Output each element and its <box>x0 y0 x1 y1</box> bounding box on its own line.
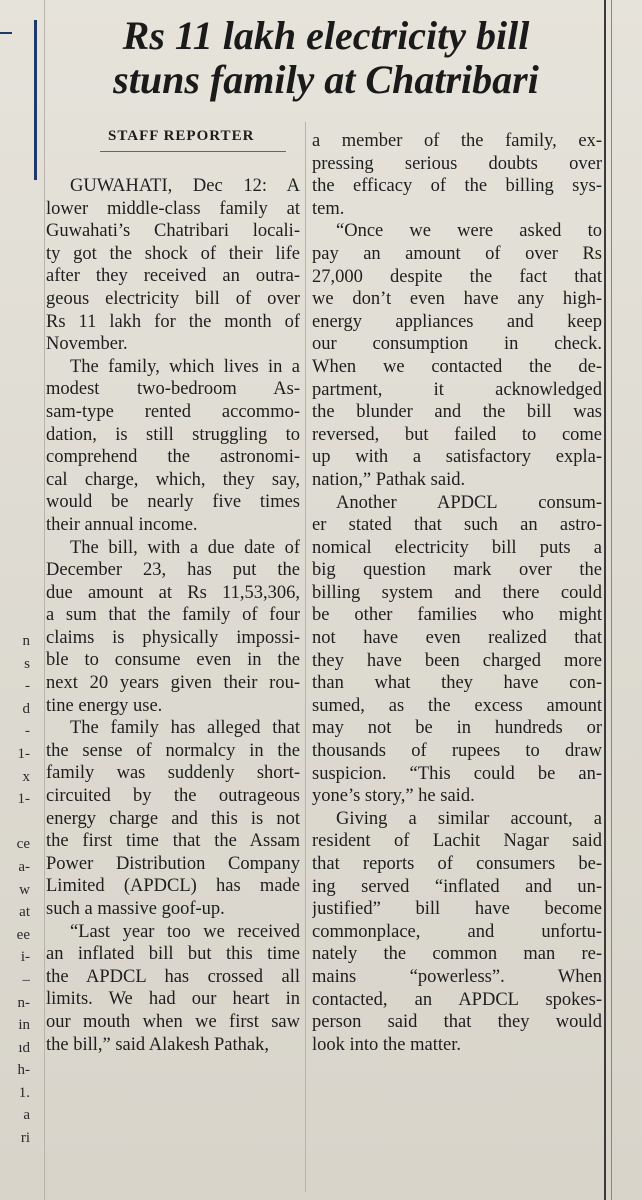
text-line: limits. We had our heart in <box>46 989 300 1010</box>
text-line: thousands of rupees to draw <box>312 741 602 762</box>
text-line: modest two-bedroom As- <box>46 379 300 400</box>
byline-underline <box>100 151 286 152</box>
article-headline <box>50 14 602 102</box>
text-line: would be nearly five times <box>46 492 300 513</box>
text-line: ing served “inflated and un- <box>312 876 602 897</box>
text-line: The bill, with a due date of <box>70 537 300 558</box>
text-line: Giving a similar account, a <box>336 808 602 829</box>
text-line: be other families who might <box>312 605 602 626</box>
text-line: that reports of consumers be- <box>312 854 602 874</box>
fragment-line: ri <box>20 1130 30 1147</box>
fragment-line: - <box>25 723 30 740</box>
text-line: “Once we were asked to <box>336 221 602 242</box>
text-line: person said that they would <box>312 1012 602 1033</box>
text-line: comprehend the astronomi- <box>46 447 300 468</box>
fragment-line: a <box>23 1107 30 1124</box>
text-line: may not be in hundreds or <box>312 718 602 739</box>
text-line: our mouth when we first saw <box>46 1011 300 1032</box>
byline: STAFF REPORTER <box>108 128 255 144</box>
fragment-line: n- <box>17 994 30 1011</box>
text-line: the first time that the Assam <box>46 831 300 852</box>
text-line: December 23, has put the <box>46 560 300 581</box>
text-line: the blunder and the bill was <box>312 402 602 423</box>
text-line: tem. <box>312 198 345 219</box>
text-line: mains “powerless”. When <box>312 966 602 987</box>
text-line: a sum that the family of four <box>46 605 300 626</box>
text-line: circuited by the outrageous <box>46 786 300 807</box>
text-line: a member of the family, ex- <box>312 131 602 151</box>
blue-rule-tick <box>0 32 12 34</box>
text-line: up with a satisfactory expla- <box>312 447 602 468</box>
text-line: suspicion. “This could be an- <box>312 763 602 784</box>
text-line: When we contacted the de- <box>312 356 602 377</box>
column-divider-left <box>44 0 45 1200</box>
adjacent-column-text <box>0 630 30 1150</box>
text-line: Rs 11 lakh for the month of <box>46 311 300 332</box>
text-line: after they received an outra- <box>46 266 300 287</box>
fragment-line: - <box>25 678 30 695</box>
article-column-1 <box>46 175 300 1056</box>
fragment-line: ee <box>16 926 30 943</box>
text-line: The family has alleged that <box>70 718 300 739</box>
fragment-line: d <box>22 700 30 717</box>
page-fold-edge <box>604 0 606 1200</box>
fragment-line: w <box>19 881 30 898</box>
fragment-line: at <box>19 904 30 921</box>
fragment-line: i- <box>20 949 30 966</box>
page-edge-line <box>611 0 612 1200</box>
text-line: tine energy use. <box>46 695 163 716</box>
text-line: billing system and there could <box>312 582 602 603</box>
text-line: big question mark over the <box>312 560 602 581</box>
text-line: Another APDCL consum- <box>336 492 602 513</box>
text-line: nomical electricity bill puts a <box>312 537 602 558</box>
text-line: er stated that such an astro- <box>312 515 602 536</box>
text-line: ty got the shock of their life <box>46 243 300 264</box>
fragment-line: a- <box>18 858 30 875</box>
text-line: the APDCL has crossed all <box>46 966 300 987</box>
text-line: contacted, an APDCL spokes- <box>312 989 602 1010</box>
text-line: pressing serious doubts over <box>312 153 602 174</box>
fragment-line: 1- <box>17 791 30 808</box>
text-line: reversed, but failed to come <box>312 424 602 445</box>
text-line: geous electricity bill of over <box>46 288 300 309</box>
text-line: partment, it acknowledged <box>312 379 602 400</box>
fragment-line: ıd <box>18 1039 30 1056</box>
text-line: our consumption in check. <box>312 334 602 355</box>
text-line: energy charge and this is not <box>46 808 300 829</box>
text-line: ble to consume even in the <box>46 650 300 671</box>
adjacent-article-fragment <box>0 0 40 1200</box>
text-line: we don’t even have any high- <box>312 289 602 310</box>
text-line: they have been charged more <box>312 650 602 671</box>
text-line: look into the matter. <box>312 1034 462 1055</box>
text-line: due amount at Rs 11,53,306, <box>46 582 300 603</box>
fragment-line: 1- <box>17 745 30 762</box>
text-line: GUWAHATI, Dec 12: A <box>70 176 300 196</box>
text-line: the bill,” said Alakesh Pathak, <box>46 1034 269 1055</box>
headline-line-2: stuns family at Chatribari <box>113 57 539 102</box>
text-line: Power Distribution Company <box>46 853 300 874</box>
text-line: cal charge, which, they say, <box>46 469 300 490</box>
text-line: sumed, as the excess amount <box>312 695 602 716</box>
fragment-line: – <box>22 971 30 988</box>
text-line: their annual income. <box>46 514 198 535</box>
text-line: justified” bill have become <box>312 899 602 920</box>
text-line: not have even realized that <box>312 628 602 649</box>
text-line: nation,” Pathak said. <box>312 469 466 490</box>
fragment-line: h- <box>17 1062 30 1079</box>
fragment-line: in <box>18 1017 30 1034</box>
text-line: The family, which lives in a <box>70 356 300 377</box>
article-column-2 <box>312 130 602 1056</box>
fragment-line <box>0 811 30 834</box>
text-line: Guwahati’s Chatribari locali- <box>46 221 300 242</box>
text-line: commonplace, and unfortu- <box>312 921 602 942</box>
text-line: pay an amount of over Rs <box>312 243 602 264</box>
text-line: next 20 years given their rou- <box>46 673 300 694</box>
text-line: resident of Lachit Nagar said <box>312 831 602 852</box>
fragment-line: n <box>22 633 30 649</box>
text-line: lower middle-class family at <box>46 198 300 219</box>
text-line: family was suddenly short- <box>46 763 300 784</box>
text-line: dation, is still struggling to <box>46 424 300 445</box>
text-line: November. <box>46 334 128 355</box>
fragment-line: x <box>22 768 30 785</box>
text-line: “Last year too we received <box>70 921 300 942</box>
text-line: than what they have con- <box>312 673 602 694</box>
fragment-line: s <box>24 655 30 672</box>
text-line: Limited (APDCL) has made <box>46 876 300 897</box>
text-line: an inflated bill but this time <box>46 944 300 965</box>
blue-column-rule <box>34 20 37 180</box>
text-line: 27,000 despite the fact that <box>312 266 602 287</box>
text-line: the efficacy of the billing sys- <box>312 176 602 197</box>
fragment-line: 1. <box>18 1084 30 1101</box>
text-line: the sense of normalcy in the <box>46 740 300 761</box>
text-line: such a massive goof-up. <box>46 899 225 919</box>
column-divider-middle <box>305 122 306 1192</box>
headline-line-1: Rs 11 lakh electricity bill <box>122 13 530 58</box>
fragment-line: ce <box>16 836 30 853</box>
text-line: claims is physically impossi- <box>46 627 300 648</box>
text-line: sam-type rented accommo- <box>46 401 300 422</box>
text-line: yone’s story,” he said. <box>312 786 475 807</box>
text-line: nately the common man re- <box>312 944 602 965</box>
text-line: energy appliances and keep <box>312 311 602 332</box>
